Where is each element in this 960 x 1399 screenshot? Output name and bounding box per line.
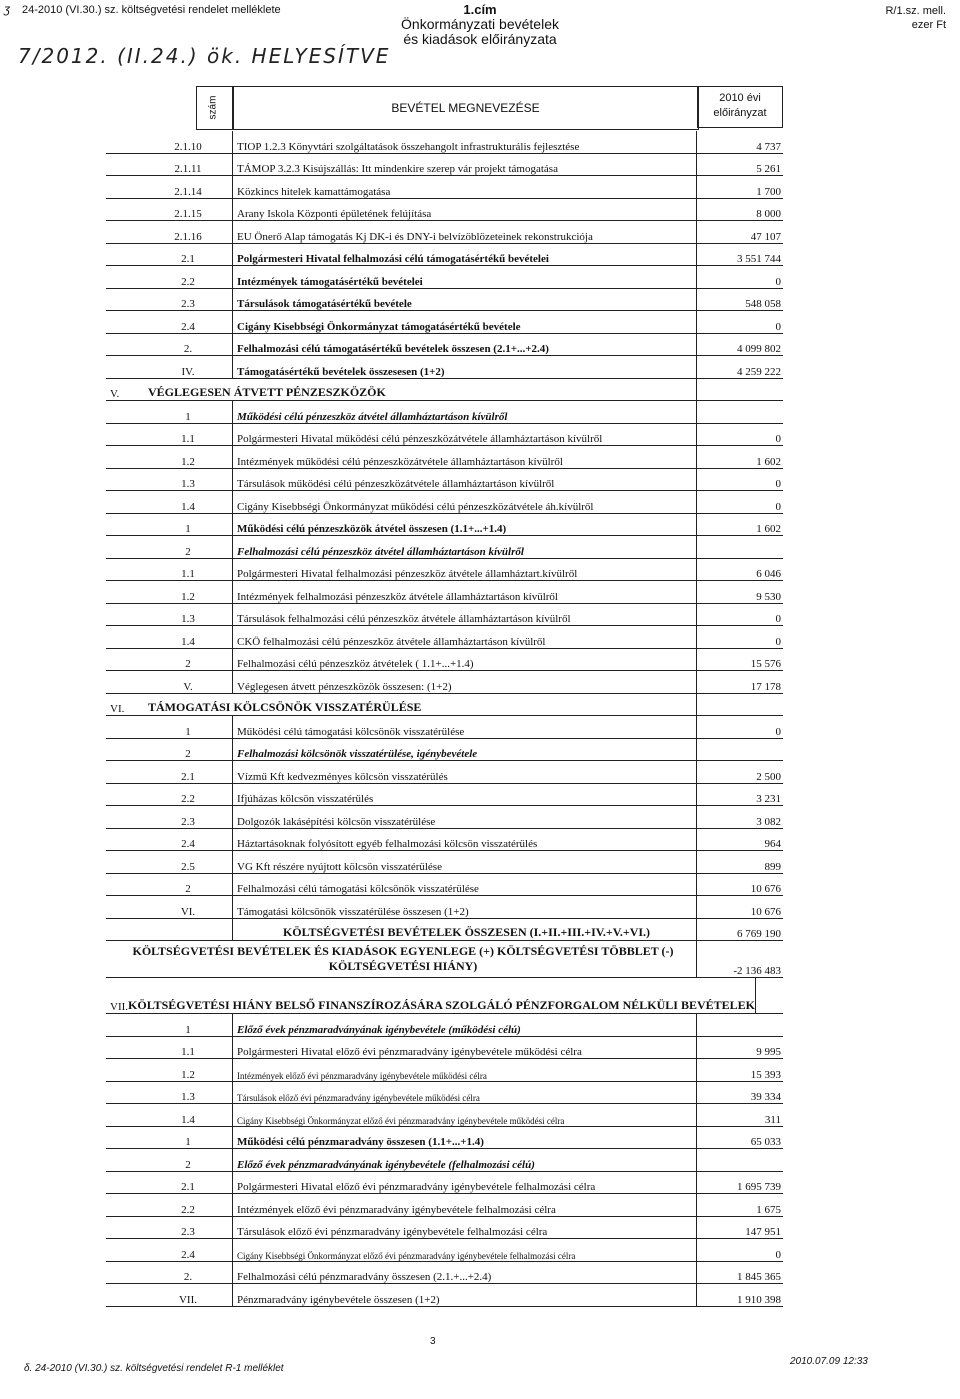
row-value: 0 (775, 275, 781, 288)
row-code: 2.1 (144, 244, 233, 266)
row-value: 15 576 (750, 658, 781, 670)
row-label: Felhalmozási célú pénzeszköz átvételek ( 1.1+...+1.4) (233, 649, 697, 671)
row-label: Felhalmozási célú támogatásértékű bevételek összesen (2.1+...+2.4) (233, 334, 697, 356)
row-label: Cigány Kisebbségi Önkormányzat támogatásértékű bevétele (233, 311, 697, 333)
row-label: Polgármesteri Hivatal előző évi pénzmaradvány igénybevétele felhalmozási célra (233, 1172, 697, 1194)
row-code: 1 (144, 514, 233, 536)
table-row (106, 649, 783, 672)
row-value: 0 (775, 320, 781, 333)
row-value: 39 334 (750, 1091, 781, 1103)
row-code: 1.1 (144, 1037, 233, 1059)
row-value: 4 259 222 (737, 365, 781, 378)
row-value: 10 676 (750, 905, 781, 918)
row-code: 1.3 (144, 604, 233, 626)
row-code: 2 (144, 536, 233, 558)
row-code: 1.3 (144, 469, 233, 491)
row-value: 1 695 739 (737, 1181, 781, 1193)
table-row (106, 1217, 783, 1240)
row-label: Támogatási kölcsönök visszatérülése összesen (1+2) (233, 896, 697, 918)
row-value: 1 602 (756, 455, 781, 468)
table-row (106, 716, 783, 739)
table-row (106, 536, 783, 559)
table-row (106, 784, 783, 807)
row-label: Cigány Kisebbségi Önkormányzat működési célú pénzeszközátvétele áh.kívülről (233, 491, 697, 513)
table-row (106, 514, 783, 537)
table-row (106, 761, 783, 784)
row-code: 1.4 (144, 626, 233, 648)
row-value: 3 551 744 (737, 253, 781, 265)
row-label: Előző évek pénzmaradványának igénybevétele (működési célú) (233, 1014, 697, 1036)
print-date: 2010.07.09 12:33 (790, 1356, 868, 1367)
table-row (106, 1284, 783, 1307)
table-row (106, 154, 783, 177)
table-row (106, 694, 783, 717)
row-label: Dolgozók lakásépítési kölcsön visszatérülése (233, 806, 697, 828)
row-value: -2 136 483 (733, 964, 781, 977)
row-value: 0 (775, 1248, 781, 1261)
row-label: Társulások előző évi pénzmaradvány igénybevétele működési célra (233, 1082, 697, 1104)
row-label: Intézmények támogatásértékű bevételei (233, 266, 697, 288)
row-code: 2.3 (144, 289, 233, 311)
row-value: 899 (764, 860, 781, 873)
row-value: 65 033 (750, 1136, 781, 1148)
table-row (106, 559, 783, 582)
table-row (106, 671, 783, 694)
row-label: Társulások támogatásértékű bevétele (233, 289, 697, 311)
table-row (106, 491, 783, 514)
table-row (106, 626, 783, 649)
row-label: Felhalmozási célú pénzeszköz átvétel államháztartáson kívülről (233, 536, 697, 558)
row-code: 1 (144, 401, 233, 423)
row-code: V. (144, 671, 233, 693)
table-row (106, 739, 783, 762)
table-row (106, 1037, 783, 1060)
row-code: IV. (144, 356, 233, 378)
document-title (0, 2, 960, 47)
row-value: 964 (764, 838, 781, 850)
row-code: 2.3 (144, 806, 233, 828)
row-code: 1.2 (144, 1059, 233, 1081)
column-header-number (196, 86, 234, 130)
row-label: Intézmények működési célú pénzeszközátvétele államháztartáson kívülről (233, 446, 697, 468)
row-code: 2.1.16 (144, 221, 233, 243)
table-row (106, 221, 783, 244)
row-section-code: V. (110, 388, 120, 400)
row-code: 1.1 (144, 559, 233, 581)
row-section-code: VII. (110, 1001, 129, 1013)
row-code: 2. (144, 1262, 233, 1284)
table-row (106, 176, 783, 199)
row-code: 1.4 (144, 1104, 233, 1126)
row-value: 17 178 (750, 680, 781, 693)
column-header-number-label: szám (207, 95, 219, 120)
row-label: TIOP 1.2.3 Könyvtári szolgáltatások összehangolt infrastrukturális fejlesztése (233, 131, 697, 153)
table-row (106, 199, 783, 222)
column-header-value-line2: előirányzat (713, 107, 767, 119)
row-value: 147 951 (745, 1226, 781, 1238)
row-code: 1.3 (144, 1082, 233, 1104)
row-value: 8 000 (756, 208, 781, 220)
row-code: 1.2 (144, 581, 233, 603)
row-label: Cigány Kisebbségi Önkormányzat előző évi pénzmaradvány igénybevétele működési célra (233, 1104, 697, 1126)
table-row (106, 289, 783, 312)
row-label: Működési célú támogatási kölcsönök visszatérülése (233, 716, 697, 738)
table-row (106, 379, 783, 402)
row-label: CKÖ felhalmozási célú pénzeszköz átvétele államháztartáson kívülről (233, 626, 697, 648)
table-row (106, 311, 783, 334)
row-label: Előző évek pénzmaradványának igénybevétele (felhalmozási célú) (233, 1149, 697, 1171)
row-code: 2.2 (144, 784, 233, 806)
row-value: 0 (775, 635, 781, 648)
row-label: VG Kft részére nyújtott kölcsön visszatérülése (233, 851, 697, 873)
row-code: 2 (144, 649, 233, 671)
row-code: 1 (144, 1127, 233, 1149)
row-value: 1 845 365 (737, 1271, 781, 1283)
table-row (106, 1059, 783, 1082)
row-code: 2.4 (144, 829, 233, 851)
handwritten-note: 7/2012. (II.24.) ök. HELYESÍTVE (18, 44, 391, 68)
row-value: 1 910 398 (737, 1293, 781, 1306)
row-value: 1 602 (756, 523, 781, 535)
table-row (106, 469, 783, 492)
title-line-1: 1.cím (463, 2, 497, 17)
table-row (106, 896, 783, 919)
table-row (106, 1172, 783, 1195)
table-row (106, 266, 783, 289)
row-value: 9 530 (756, 590, 781, 603)
row-value: 0 (775, 478, 781, 490)
row-label: Intézmények előző évi pénzmaradvány igénybevétele felhalmozási célra (233, 1194, 697, 1216)
row-code: 1 (144, 1014, 233, 1036)
row-section-code: VI. (110, 703, 125, 715)
row-value: 5 261 (756, 163, 781, 175)
row-label: Véglegesen átvett pénzeszközök összesen: (1+2) (233, 671, 697, 693)
row-label: Vízmű Kft kedvezményes kölcsön visszatérülés (233, 761, 697, 783)
row-label: Arany Iskola Központi épületének felújítása (233, 199, 697, 221)
annex-number: R/1.sz. mell. (885, 5, 946, 17)
row-value: 6 769 190 (737, 928, 781, 940)
table-row (106, 1127, 783, 1150)
table-row (106, 581, 783, 604)
row-value: 548 058 (745, 298, 781, 310)
table-row (106, 978, 783, 1015)
row-label: Felhalmozási célú pénzmaradvány összesen (2.1.+...+2.4) (233, 1262, 697, 1284)
table-row (106, 1262, 783, 1285)
column-header-value (697, 86, 783, 128)
page-number: 3 (430, 1336, 436, 1347)
row-value: 47 107 (750, 230, 781, 243)
row-code: 2.4 (144, 311, 233, 333)
annex-label (885, 4, 946, 32)
row-code: 2.5 (144, 851, 233, 873)
row-code: VII. (144, 1284, 233, 1306)
row-label: EU Önerő Alap támogatás Kj DK-i és DNY-i belvízöblözeteinek rekonstrukciója (233, 221, 697, 243)
row-code: 2.1.15 (144, 199, 233, 221)
row-label: Intézmények felhalmozási pénzeszköz átvétele államháztartáson kívülről (233, 581, 697, 603)
table-row (106, 604, 783, 627)
row-code: 2.1.10 (144, 131, 233, 153)
row-label: Működési célú pénzeszköz átvétel államháztartáson kívülről (233, 401, 697, 423)
row-code: 2.2 (144, 266, 233, 288)
table-row (106, 334, 783, 357)
row-value: 311 (764, 1113, 781, 1126)
row-label: Működési célú pénzeszközök átvétel összesen (1.1+...+1.4) (233, 514, 697, 536)
row-code: 2.2 (144, 1194, 233, 1216)
table-row (106, 919, 783, 942)
row-value: 1 675 (756, 1203, 781, 1216)
row-label: Pénzmaradvány igénybevétele összesen (1+2) (233, 1284, 697, 1306)
row-value: 4 099 802 (737, 343, 781, 355)
row-label: KÖLTSÉGVETÉSI BEVÉTELEK ÖSSZESEN (I.+II.+III.+IV.+V.+VI.) (233, 919, 697, 941)
row-label: Háztartásoknak folyósított egyéb felhalmozási kölcsön visszatérülés (233, 829, 697, 851)
column-header-name: BEVÉTEL MEGNEVEZÉSE (232, 86, 699, 130)
row-value: 9 995 (756, 1046, 781, 1058)
table-row (106, 446, 783, 469)
row-code: 2.1.14 (144, 176, 233, 198)
table-row (106, 874, 783, 897)
row-value: 0 (775, 500, 781, 513)
row-code: 1.4 (144, 491, 233, 513)
row-code: 1.1 (144, 424, 233, 446)
footer-mark: δ. (24, 1363, 33, 1374)
row-code: 2 (144, 739, 233, 761)
row-code: 2.4 (144, 1239, 233, 1261)
row-label: Polgármesteri Hivatal működési célú pénzeszközátvétele államháztartáson kívülről (233, 424, 697, 446)
table-row (106, 851, 783, 874)
row-label: Polgármesteri Hivatal felhalmozási célú támogatásértékű bevételei (233, 244, 697, 266)
row-label: Polgármesteri Hivatal felhalmozási pénzeszköz átvétele államháztart.kívülről (233, 559, 697, 581)
row-label: Működési célú pénzmaradvány összesen (1.1+...+1.4) (233, 1127, 697, 1149)
title-line-3: és kiadások előirányzata (403, 31, 557, 47)
table-row (106, 941, 783, 978)
row-value: 2 500 (756, 770, 781, 783)
table-row (106, 829, 783, 852)
row-value: 1 700 (756, 185, 781, 198)
corner-mark: ʒ (4, 2, 10, 16)
row-code: 1.2 (144, 446, 233, 468)
row-label: KÖLTSÉGVETÉSI BEVÉTELEK ÉS KIADÁSOK EGYENLEGE (+) KÖLTSÉGVETÉSI TÖBBLET (-) KÖLTSÉGVETÉSI HIÁNY) (106, 941, 697, 977)
table-row (106, 1194, 783, 1217)
table-row (106, 1239, 783, 1262)
row-label: Ifjúházas kölcsön visszatérülés (233, 784, 697, 806)
row-label: Felhalmozási célú támogatási kölcsönök visszatérülése (233, 874, 697, 896)
table-row (106, 1104, 783, 1127)
row-code: 2 (144, 1149, 233, 1171)
row-value: 15 393 (750, 1068, 781, 1081)
row-label: Intézmények előző évi pénzmaradvány igénybevétele működési célra (233, 1059, 697, 1081)
row-code: VI. (144, 896, 233, 918)
row-value: 0 (775, 433, 781, 445)
table-row (106, 401, 783, 424)
row-code: 2.1 (144, 1172, 233, 1194)
row-label: Támogatásértékű bevételek összesesen (1+2) (233, 356, 697, 378)
table-row (106, 131, 783, 154)
row-code: 2. (144, 334, 233, 356)
table-row (106, 806, 783, 829)
table-row (106, 424, 783, 447)
row-label: Társulások felhalmozási célú pénzeszköz átvétele államháztartáson kívülről (233, 604, 697, 626)
row-value: 4 737 (756, 140, 781, 153)
row-value: 6 046 (756, 568, 781, 580)
row-label: TÁMOGATÁSI KÖLCSÖNÖK VISSZATÉRÜLÉSE (148, 694, 697, 716)
footer-text: 24-2010 (VI.30.) sz. költségvetési rendelet R-1 melléklet (35, 1363, 284, 1374)
row-value: 0 (775, 725, 781, 738)
row-code (144, 919, 233, 941)
row-value: 0 (775, 613, 781, 625)
title-line-2: Önkormányzati bevételek (401, 16, 559, 32)
table-row (106, 356, 783, 379)
row-label: Közkincs hitelek kamattámogatása (233, 176, 697, 198)
revenue-table (106, 131, 783, 1307)
table-row (106, 1149, 783, 1172)
row-label: Cigány Kisebbségi Önkormányzat előző évi pénzmaradvány igénybevétele felhalmozási célra (233, 1239, 697, 1261)
row-label: KÖLTSÉGVETÉSI HIÁNY BELSŐ FINANSZÍROZÁSÁRA SZOLGÁLÓ PÉNZFORGALOM NÉLKÜLI BEVÉTELEK (128, 978, 756, 1014)
row-code: 2.3 (144, 1217, 233, 1239)
row-label: Felhalmozási kölcsönök visszatérülése, igénybevétele (233, 739, 697, 761)
row-label: Társulások előző évi pénzmaradvány igénybevétele felhalmozási célra (233, 1217, 697, 1239)
column-header-value-line1: 2010 évi (719, 92, 761, 104)
row-value: 10 676 (750, 883, 781, 895)
table-row (106, 244, 783, 267)
table-row (106, 1014, 783, 1037)
regulation-title: 24-2010 (VI.30.) sz. költségvetési rendelet melléklete (22, 4, 281, 16)
row-label: Polgármesteri Hivatal előző évi pénzmaradvány igénybevétele működési célra (233, 1037, 697, 1059)
row-value: 3 231 (756, 793, 781, 805)
row-code: 1 (144, 716, 233, 738)
unit-label: ezer Ft (911, 19, 946, 31)
row-label: VÉGLEGESEN ÁTVETT PÉNZESZKÖZÖK (148, 379, 697, 401)
table-row (106, 1082, 783, 1105)
row-label: TÁMOP 3.2.3 Kisújszállás: Itt mindenkire szerep vár projekt támogatása (233, 154, 697, 176)
footer-reference (24, 1363, 284, 1374)
row-code: 2.1 (144, 761, 233, 783)
row-code: 2.1.11 (144, 154, 233, 176)
row-value: 3 082 (756, 815, 781, 828)
row-label: Társulások működési célú pénzeszközátvétele államháztartáson kívülről (233, 469, 697, 491)
row-code: 2 (144, 874, 233, 896)
